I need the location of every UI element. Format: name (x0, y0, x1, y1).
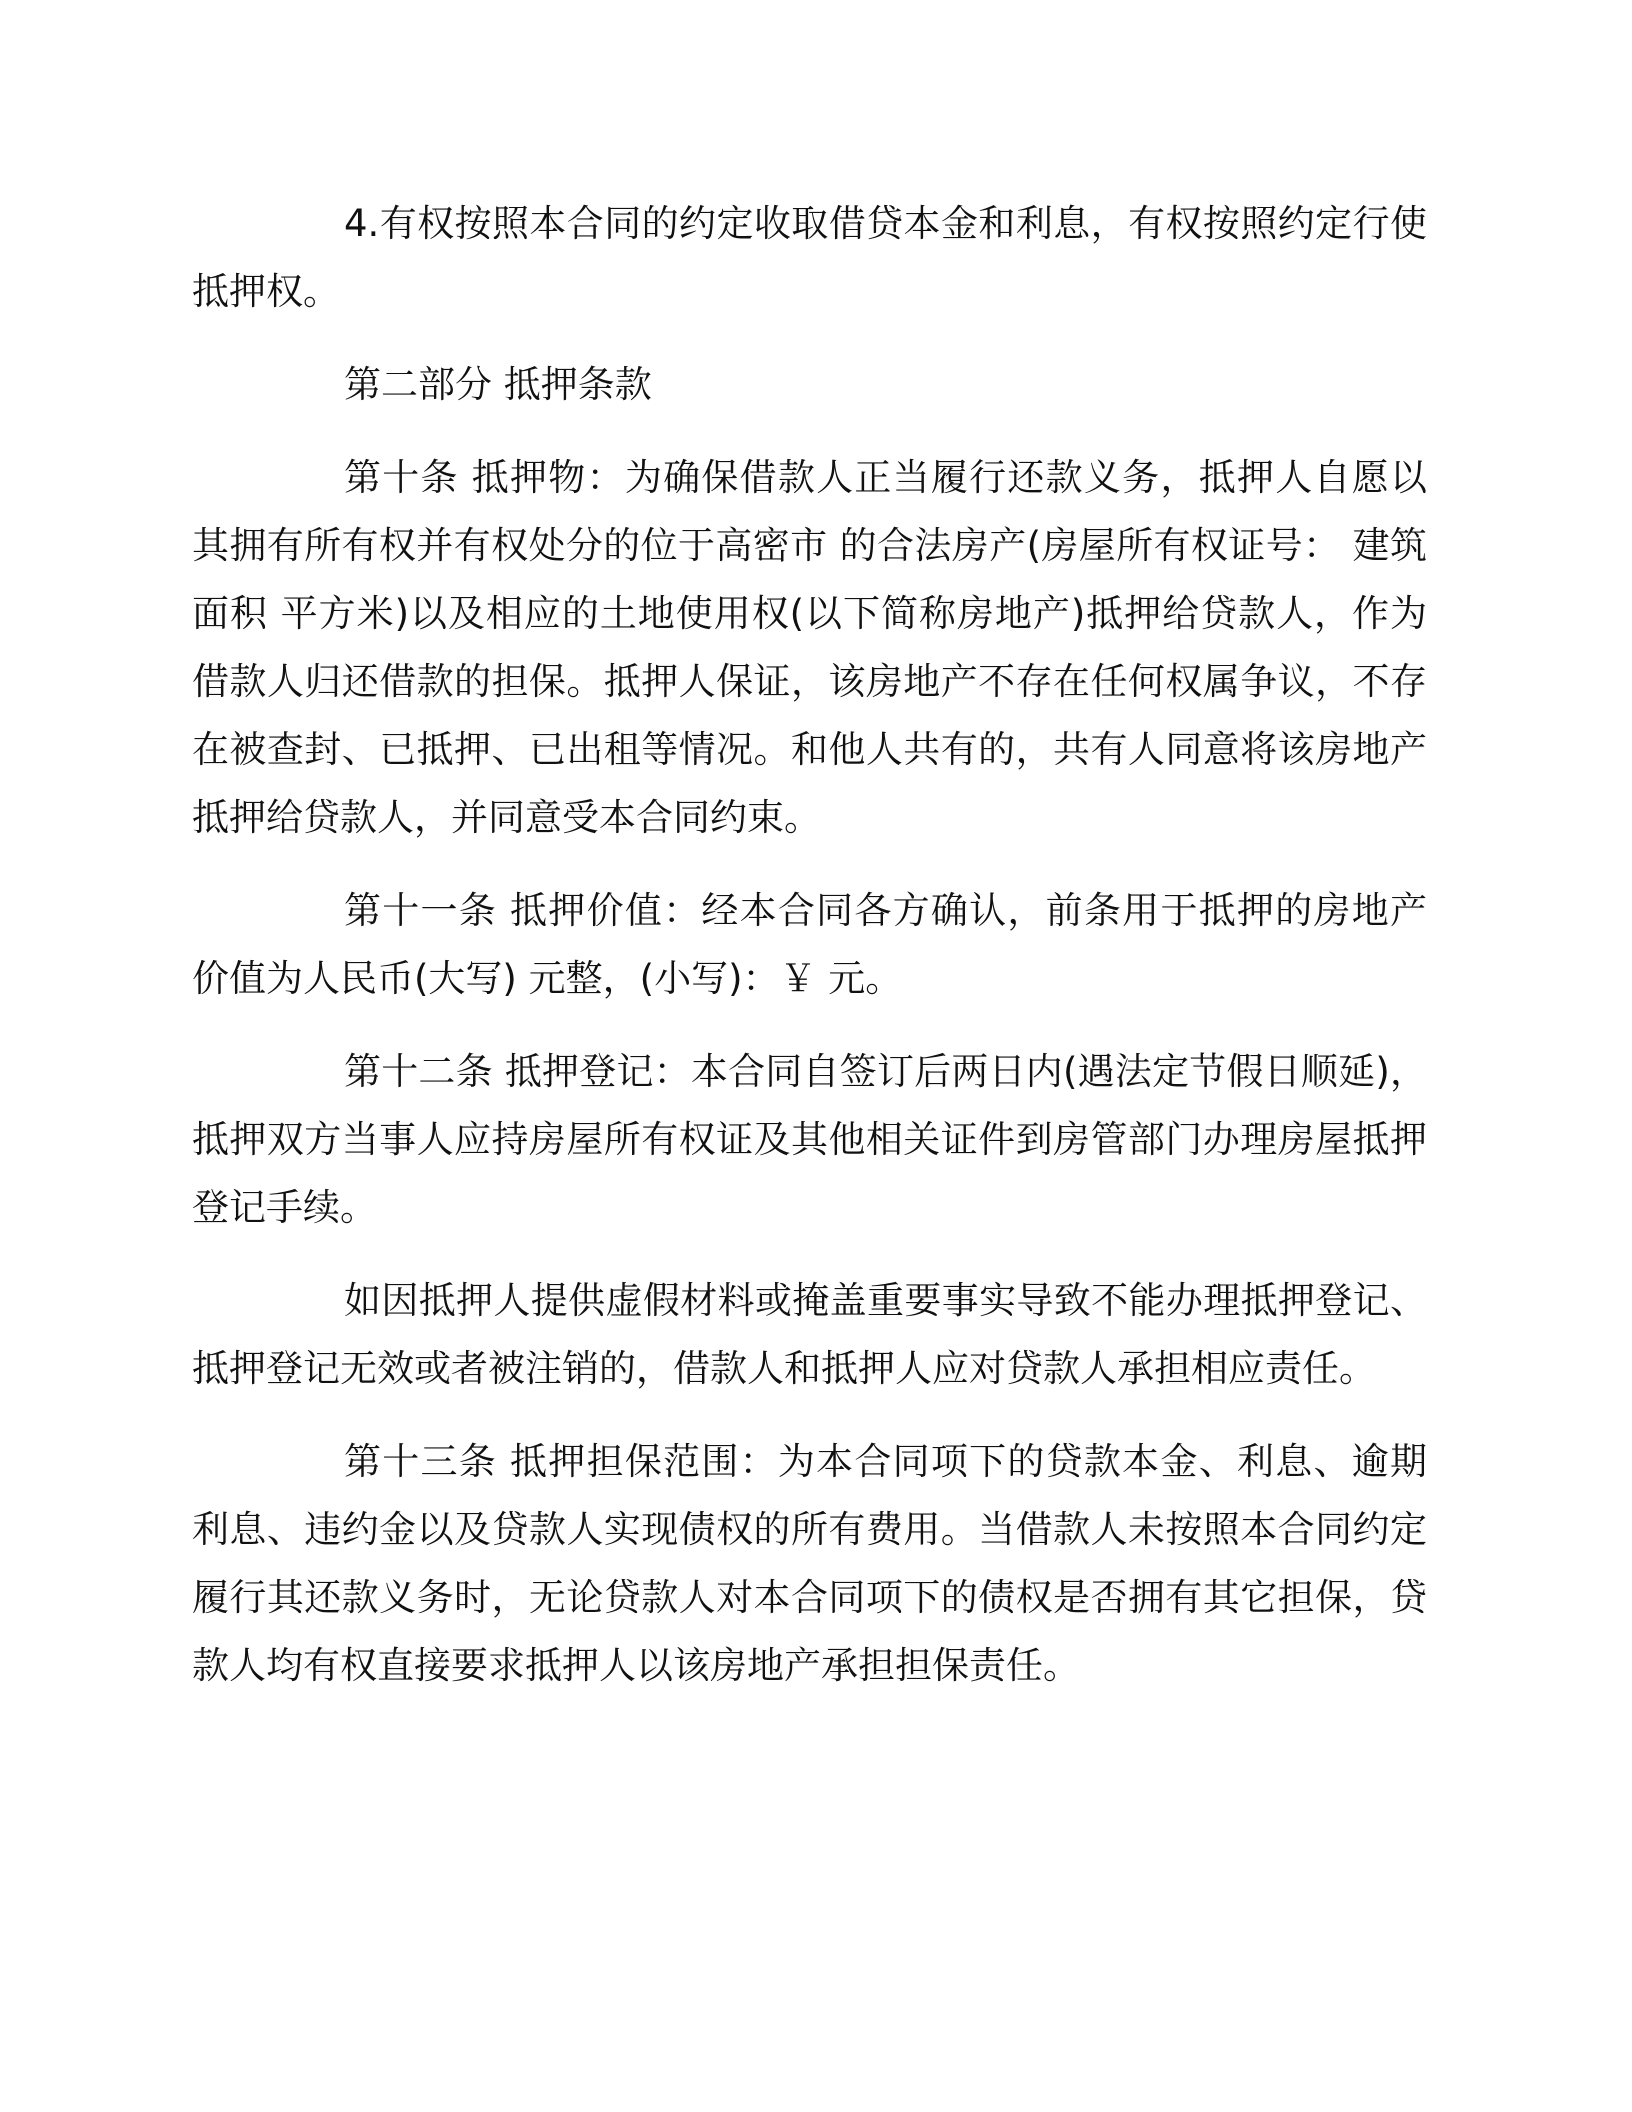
document-body (192, 190, 1427, 1725)
article-13-guarantee-scope: 第十三条 抵押担保范围：为本合同项下的贷款本金、利息、逾期利息、违约金以及贷款人实现债权的所有费用。当借款人未按照本合同约定履行其还款义务时，无论贷款人对本合同项下的债权是否拥有其它担保，贷款人均有权直接要求抵押人以该房地产承担担保责任。 (192, 1440, 1427, 1687)
article-11-collateral-value: 第十一条 抵押价值：经本合同各方确认，前条用于抵押的房地产价值为人民币(大写) 元整，(小写)：￥ 元。 (192, 889, 1427, 1000)
paragraph-registration-liability: 如因抵押人提供虚假材料或掩盖重要事实导致不能办理抵押登记、抵押登记无效或者被注销的，借款人和抵押人应对贷款人承担相应责任。 (192, 1279, 1427, 1390)
article-12-registration: 第十二条 抵押登记：本合同自签订后两日内(遇法定节假日顺延)，抵押双方当事人应持房屋所有权证及其他相关证件到房管部门办理房屋抵押登记手续。 (192, 1050, 1427, 1229)
article-10-collateral: 第十条 抵押物：为确保借款人正当履行还款义务，抵押人自愿以其拥有所有权并有权处分的位于高密市 的合法房产(房屋所有权证号： 建筑面积 平方米)以及相应的土地使用权(以下简称房地产)抵押给贷款人，作为借款人归还借款的担保。抵押人保证，该房地产不存在任何权属争议，不存在被查封、已抵押、已出租等情况。和他人共有的，共有人同意将该房地产抵押给贷款人，并同意受本合同约束。 (192, 456, 1427, 839)
paragraph-lender-rights-4: 4.有权按照本合同的约定收取借贷本金和利息，有权按照约定行使抵押权。 (192, 202, 1427, 313)
section-heading-part-two: 第二部分 抵押条款 (344, 363, 652, 406)
